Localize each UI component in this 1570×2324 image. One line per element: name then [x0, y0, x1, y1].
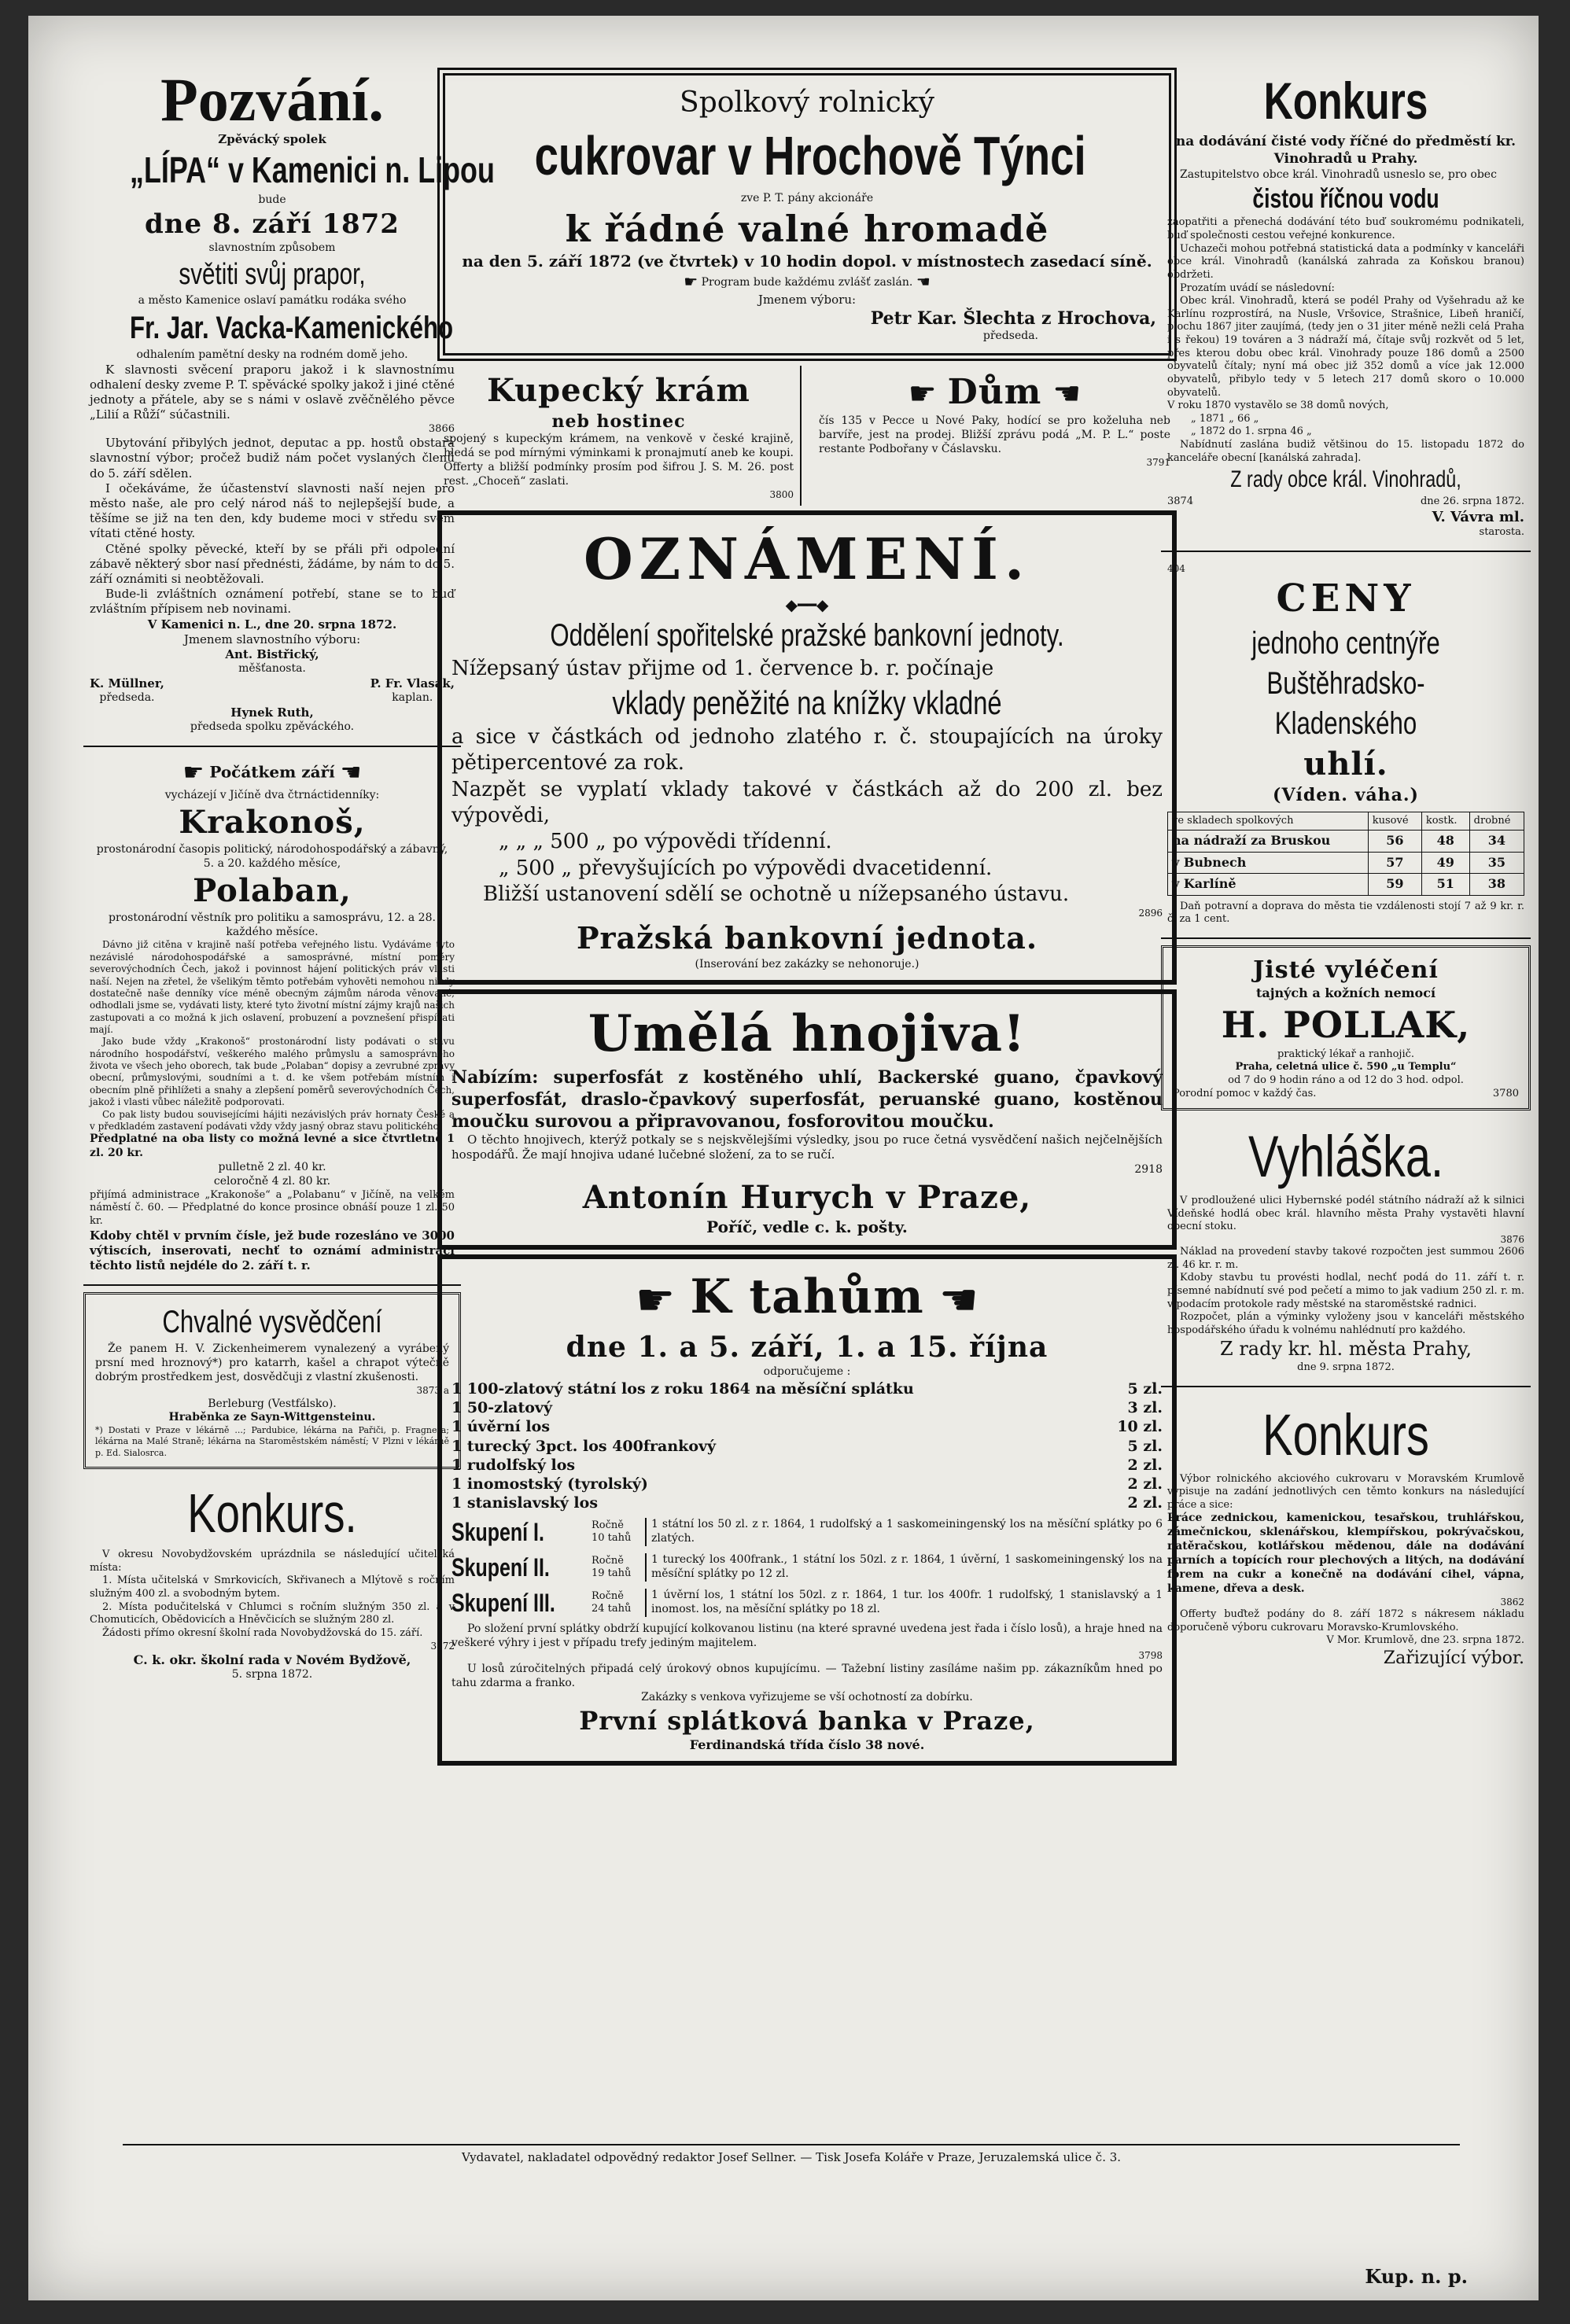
pollak-l4: praktický lékař a ranhojič. — [1277, 1048, 1415, 1060]
krakonos-p2: Jako bude vždy „Krakonoš“ prostonárodní listy podávati o stavu národního hospodářství, veškerého malého průmyslu a samosprávného života ve všech jeho oborech, tak bude „Polaban“ dopisy a zevrubné zprávy obecní, průmyslovými, soudními a t. d. ke všem potřebám místním i obecním plně přihlížeti a snahy a zlepšení poměrů severovýchodních Čech, jakož i vlasti vůbec náležitě podporovati. — [90, 1036, 455, 1108]
page-mark: Kup. n. p. — [1365, 2265, 1468, 2288]
oznameni-p2: vklady peněžité na knížky vkladné — [612, 684, 1002, 722]
oznameni-title: OZNÁMENÍ. — [583, 525, 1031, 593]
price-th: kusové — [1368, 812, 1421, 831]
oznameni-p3: a sice v částkách od jednoho zlatého r. č. stoupajících na úroky pětipercentové za rok. — [451, 725, 1163, 775]
price-table — [1167, 812, 1524, 896]
pozvani-sig1: Ant. Bistřický, — [225, 646, 319, 661]
cukrovar-sig: Petr Kar. Šlechta z Hrochova, — [870, 308, 1156, 329]
dum-title: Dům — [947, 371, 1042, 412]
konkurs-left-sid: 3872 — [430, 1640, 455, 1652]
lot-group-name: Skupení II. — [451, 1552, 550, 1582]
lot-group-desc: 1 státní los 50 zl. z r. 1864, 1 rudolfský a 1 saskomeiningenský los na měsíční splátky po 6 zlatých. — [645, 1518, 1163, 1546]
pozvani-p1: K slavnosti svěcení praporu jakož i k slavnostnímu odhalení desky zveme P. T. spěvácké spolky jakož i jiné ctěné jednoty a přátele, aby se s námi v oslavě zvěčnělého pěvce „Lilií a Růží“ súčastnili. — [90, 362, 455, 422]
pozvani-place: V Kamenici n. L., dne 20. srpna 1872. — [147, 617, 397, 632]
krakonos-pul: pulletně 2 zl. 40 kr. — [218, 1161, 326, 1174]
price-cell: 34 — [1469, 831, 1524, 852]
vyhlaska-date: dne 9. srpna 1872. — [1297, 1361, 1395, 1374]
konkurs-left-p0: V okresu Novobydžovském uprázdnila se následující učitelská místa: — [90, 1549, 455, 1574]
table-row — [1168, 874, 1524, 895]
lot-group — [451, 1552, 1163, 1584]
cukrovar-l6: Program bude každému zvlášť zaslán. — [701, 275, 913, 289]
oznameni-ad: OZNÁMENÍ. ◆━━◆ Oddělení spořitelské pražské bankovní jednoty. Nížepsaný ústav přijme od 1. července b. r. počínaje vklady peněžité na knížky vkladné a sice v částkách od jednoho zlatého r. č. stoupajících na úroky pětipercentové za rok. Nazpět se vyplatí vklady takové v částkách až do 200 zl. bez výpovědi, „ „ „ 500 „ po výpovědi třídenní. „ 500 „ převyšujících po výpovědi dvacetidenní. Bližší ustanovení sdělí se ochotně u nížepsaného ústavu. 2896 Pražská bankovní jednota. (Inserování bez zakázky se nehonoruje.) — [437, 510, 1177, 985]
oznameni-p5: „ „ „ 500 „ po výpovědi třídenní. — [499, 830, 832, 854]
price-th: kostk. — [1421, 812, 1469, 831]
price-cell: 48 — [1421, 831, 1469, 852]
cukrovar-l5: na den 5. září 1872 (ve čtvrtek) v 10 hodin dopol. v místnostech zasedací síně. — [462, 252, 1152, 271]
pozvani-sid: 3866 — [428, 422, 455, 435]
tahum-p1: Po složení první splátky obdrží kupující kolkovanou listinu (na které spravné uvedena jest řada i číslo losů), a hraje hned na veškeré výhry i jest v případu trefy jediným majitelem. — [451, 1622, 1163, 1649]
lot-group — [451, 1516, 1163, 1549]
pollak-l7: Porodní pomoc v každý čas. — [1173, 1087, 1317, 1099]
konkurs-left-title: Konkurs. — [187, 1482, 357, 1544]
price-th: drobné — [1469, 812, 1524, 831]
cukrovar-l2: cukrovar v Hrochově Týnci — [534, 125, 1086, 187]
hnojiva-ad — [437, 989, 1177, 1250]
oznameni-p4: Nazpět se vyplatí vklady takové v částkách až do 200 zl. bez výpovědi, — [451, 777, 1163, 827]
oznameni-sid: 2896 — [1138, 908, 1163, 919]
konkurs-voda-p4: Prozatím uvádí se následovní: — [1180, 282, 1335, 294]
price-cell: 49 — [1421, 852, 1469, 873]
pozvani-sig3t: kaplan. — [392, 691, 433, 705]
pointing-hand-icon: ☚ — [916, 272, 931, 292]
konkurs-voda-p9: Nabídnutí zaslána budiž většinou do 15. listopadu 1872 do kanceláře obecní [kanálská zahrada]. — [1167, 439, 1524, 464]
konkurs-cukrovar-title: Konkurs — [1262, 1401, 1429, 1468]
lot-name: 1 inomostský (tyrolský) — [451, 1475, 648, 1493]
lot-price: 2 zl. — [1127, 1494, 1163, 1512]
tahum-dates: dne 1. a 5. září, 1. a 15. října — [566, 1330, 1049, 1364]
pozvani-sigrow — [90, 676, 455, 705]
konkurs-voda-p3: Uchazeči mohou potřebná statistická data a podmínky v kanceláři obce král. Vinohradů (kanálská zahrada za Koňskou branou) obdržeti. — [1167, 242, 1524, 281]
divider — [83, 746, 461, 747]
konkurs-voda-sig: Z rady obce král. Vinohradů, — [1230, 466, 1461, 493]
pollak-l1: Jisté vyléčení — [1253, 956, 1439, 984]
dum-ad — [813, 366, 1177, 506]
divider — [1161, 937, 1531, 939]
pozvani-ad — [83, 63, 495, 739]
oznameni-p1: Nížepsaný ústav přijme od 1. července b. r. počínaje — [451, 657, 994, 681]
konkurs-voda-ad — [1161, 63, 1531, 544]
lot-price: 5 zl. — [1127, 1437, 1163, 1455]
vyhlaska-p2: Náklad na provedení stavby takové rozpočten jest summou 2606 zl. 46 kr. r. m. — [1167, 1246, 1524, 1271]
cukrovar-ad — [437, 68, 1177, 361]
divider — [1161, 551, 1531, 552]
lot-row — [451, 1437, 1163, 1456]
cukrovar-l7: Jmenem výboru: — [757, 292, 857, 307]
lot-price: 2 zl. — [1127, 1475, 1163, 1493]
konkurs-voda-p2: zaopatřiti a přenechá dodávání této buď soukromému podnikateli, buď společnosti cestou veřejné konkurence. — [1167, 216, 1524, 242]
konkurs-left-sig: C. k. okr. školní rada v Novém Bydžově, — [133, 1652, 411, 1667]
konkurs-voda-big: čistou říčnou vodu — [1252, 183, 1439, 214]
tahum-sig: První splátková banka v Praze, — [579, 1705, 1035, 1736]
tahum-title: K tahům — [690, 1269, 924, 1325]
kupecky-title: Kupecký krám — [487, 371, 750, 409]
lot-row — [451, 1398, 1163, 1417]
lot-name: 1 úvěrní los — [451, 1418, 551, 1436]
divider — [1161, 1386, 1531, 1387]
newspaper-page — [28, 16, 1539, 2300]
chvalne-text: Že panem H. V. Zickenheimerem vynalezený a vyrábený prsní med hroznový*) pro katarrh, kašel a chrapot výtečně dobrým prostředkem jest, dosvědčuji z vlastní zkušenosti. — [95, 1342, 449, 1384]
hnojiva-sid: 2918 — [1134, 1162, 1163, 1176]
cukrovar-l3: zve P. T. pány akcionáře — [740, 191, 874, 204]
lot-name: 1 100-zlatový státní los z roku 1864 na měsíční splátku — [451, 1379, 914, 1398]
lot-group-name: Skupení III. — [451, 1588, 555, 1617]
chvalne-ad — [83, 1292, 461, 1468]
pozvani-sig1t: měšťanosta. — [238, 662, 306, 676]
pozvani-p4: Ctěné spolky pěvecké, kteří by se přáli při odpolední zábavě některý sbor nasí přednésti, žádáme, by nám to do 5. září oznámiti si neobtěžovali. — [90, 541, 455, 586]
lot-group-freq: Ročně 24 tahů — [592, 1589, 632, 1615]
konkurs-voda-p1: Zastupitelstvo obce král. Vinohradů usneslo se, pro obec — [1180, 168, 1497, 181]
konkurs-cukrovar-sid: 3862 — [1500, 1596, 1524, 1608]
konkurs-voda-p8: „ 1872 do 1. srpna 46 „ — [1191, 425, 1312, 438]
pozvani-sig3: P. Fr. Vlasák, — [370, 676, 455, 691]
hnojiva-p1: Nabízím: superfosfát z kostěného uhlí, Backerské guano, čpavkový superfosfát, draslo-čpavkový superfosfát, peruanské guano, kostěnou moučku surovou a připravovanou, fosforovitou moučku. — [451, 1066, 1163, 1133]
krakonos-p5: Kdoby chtěl v prvním čísle, jež bude rozesláno ve 3000 výtiscích, inserovati, nechť to oznámí administraci těchto listů nejdéle do 2. září t. r. — [90, 1228, 455, 1273]
price-cell: 56 — [1368, 831, 1421, 852]
krakonos-head: Počátkem září — [209, 762, 335, 782]
pollak-ad — [1161, 945, 1531, 1110]
vyhlaska-p4: Rozpočet, plán a výminky vyloženy jsou v kanceláři městského hospodářského úřadu k volnému nahlédnutí pro každého. — [1167, 1311, 1524, 1336]
vyhlaska-p3: Kdoby stavbu tu provésti hodlal, nechť podá do 11. září t. r. písemné nabídnutí své pod pečetí a mimo to jak vadium 250 zl. r. m. v podacím protokole rady městské na staroměstské radnici. — [1167, 1272, 1524, 1310]
oznameni-sub: Oddělení spořitelské pražské bankovní jednoty. — [550, 617, 1064, 653]
chvalne-name: Hraběnka ze Sayn-Wittgensteinu. — [168, 1411, 376, 1424]
ceny-note: Daň potravní a doprava do města tie vzdálenosti stojí 7 až 9 kr. r. č. za 1 cent. — [1167, 900, 1524, 926]
konkurs-voda-sid: 3874 — [1167, 495, 1194, 507]
tahum-p2: U losů zúročitelných připadá celý úrokový obnos kupujícímu. — Tažební listiny zasíláme našim pp. zákazníkům hned po tahu zdarma a franko. — [451, 1662, 1163, 1689]
lot-name: 1 turecký 3pct. los 400frankový — [451, 1437, 717, 1455]
dum-text: čís 135 v Pecce u Nové Paky, hodící se pro koželuha neb barvíře, jest na prodej. Bližší zprávu podá „M. P. L.“ poste restante Podbořany v Čáslavsku. — [819, 414, 1170, 456]
cukrovar-sigt: předseda. — [982, 329, 1038, 342]
lot-price: 10 zl. — [1117, 1418, 1163, 1436]
oznameni-note: (Inserování bez zakázky se nehonoruje.) — [695, 958, 920, 971]
krakonos-desc: prostonárodní časopis politický, národohospodářský a zábavný, 5. a 20. každého měsíce, — [96, 842, 448, 870]
price-th: ve skladech spolkových — [1168, 812, 1369, 831]
konkurs-left-p1: 1. Místa učitelská v Smrkovicích, Skřivanech a Mlýtově s ročním služným 400 zl. a svobodným bytem. — [90, 1575, 455, 1600]
tahum-sid: 3798 — [1138, 1650, 1163, 1662]
table-row — [1168, 831, 1524, 852]
cukrovar-l4: k řádné valné hromadě — [565, 207, 1049, 250]
lot-row — [451, 1379, 1163, 1398]
vyhlaska-title: Vyhláška. — [1248, 1124, 1444, 1190]
pozvani-sig2t: předseda. — [99, 691, 155, 705]
chvalne-sid: 3873 a — [416, 1385, 449, 1397]
ceny-uhli: uhlí. — [1303, 746, 1388, 783]
pointing-hand-icon: ☛ — [908, 375, 937, 412]
pozvani-slav: slavnostním způsobem — [208, 241, 336, 255]
lot-row — [451, 1493, 1163, 1512]
ceny-num: 404 — [1167, 562, 1185, 574]
konkurs-cukrovar-p1: Výbor rolnického akciového cukrovaru v Moravském Krumlově vypisuje na zadání jednotlivých cen těmto konkurs na následující práce a sice: — [1167, 1472, 1524, 1511]
polaban-desc: prostonárodní věstník pro politiku a samosprávu, 12. a 28. každého měsíce. — [109, 911, 436, 938]
ceny-viden: (Víden. váha.) — [1273, 785, 1419, 806]
divider — [83, 1284, 461, 1286]
lot-price: 5 zl. — [1127, 1379, 1163, 1398]
pozvani-svetiti: světiti svůj prapor, — [179, 258, 366, 292]
chvalne-note: *) Dostati v Praze v lékárně ...; Pardubice, lékárna na Pařiči, p. Fragnera; lékárna na Malé Straně; lékárna na Staroměstském náměstí; V Plzni v lékárně p. Ed. Sialosrca. — [95, 1425, 449, 1458]
hnojiva-addr: Poříč, vedle c. k. pošty. — [706, 1217, 908, 1236]
tahum-addr: Ferdinandská třída číslo 38 nové. — [689, 1737, 925, 1752]
lot-groups — [451, 1516, 1163, 1619]
krakonos-pred: Předplatné na oba listy co možná levné a sice čtvrtletně 1 zl. 20 kr. — [90, 1133, 455, 1160]
konkurs-voda-name: V. Vávra ml. — [1432, 509, 1524, 526]
pozvani-mesto: a město Kamenice oslaví památku rodáka svého — [138, 293, 407, 307]
vyhlaska-sig: Z rady kr. hl. města Prahy, — [1220, 1338, 1472, 1361]
pozvani-title: Pozvání. — [160, 65, 384, 134]
lot-price: 3 zl. — [1127, 1398, 1163, 1416]
pozvani-sig4: Hynek Ruth, — [230, 705, 314, 720]
pozvani-p2: Ubytování přibylých jednot, deputac a pp. hostů obstará slavnostní výbor; pročež budiž nám počet vyslaných členů do 5. září sdělen. — [90, 436, 455, 481]
lot-name: 1 rudolfský los — [451, 1456, 576, 1474]
konkurs-left-p3: Žádosti přímo okresní školní rada Novobydžovská do 15. září. — [102, 1626, 423, 1639]
pozvani-p3: I očekáváme, že účastenství slavnosti naší nejen pro město naše, ale pro celý národ náš to nejlepšejší bude, a těšíme se již na ten den, kdy budeme moci v středu svém vítati ctěné hosty. — [90, 481, 455, 541]
pozvani-sub: Zpěvácký spolek — [218, 131, 326, 146]
konkurs-voda-p5: Obec král. Vinohradů, která se podél Prahy od Vyšehradu až ke Karlínu rozprostírá, na Nusle, Vršovice, Strašnice, Libeň hraničí, plochu 1867 jiter zaujímá, (tedy jen o 31 jiter méně nežli celá Praha i s řekou) 19 továren a 3 nádraží má, čítaje svůj rozkvět od 5 let, přes kterou dobu obec král. Vinohrady pouze 186 domů a 2500 obyvatelů čítaly; nyní má obec již 352 domů a více jak 12.000 obyvatelů, přibylo tedy v 5 letech 217 domů skoro o 10.000 obyvatelů. — [1167, 295, 1524, 399]
imprint-footer: Vydavatel, nakladatel odpovědný redaktor Josef Sellner. — Tisk Josefa Koláře v Praze, Jeruzalemská ulice č. 3. — [123, 2144, 1460, 2164]
pointing-hand-icon: ☛ — [636, 1274, 676, 1326]
lot-group-desc: 1 úvěrní los, 1 státní los 50zl. z r. 1864, 1 tur. los 400fr. 1 rudolfský, 1 stanislavský a 1 inomost. los, na měsíční splátky po 18 zl. — [645, 1589, 1163, 1617]
konkurs-voda-date: dne 26. srpna 1872. — [1420, 495, 1524, 507]
konkurs-cukrovar-ad — [1161, 1394, 1531, 1674]
price-location: v Karlíně — [1168, 874, 1369, 895]
pointing-hand-icon: ☛ — [182, 759, 205, 787]
pollak-l3: H. POLLAK, — [1221, 1003, 1471, 1046]
pozvani-name: Fr. Jar. Vacka-Kamenického — [130, 310, 454, 345]
pollak-sid: 3780 — [1492, 1087, 1519, 1099]
dum-sid: 3791 — [1146, 456, 1170, 468]
ceny-title: CENY — [1276, 576, 1416, 621]
konkurs-voda-sub: na dodávání čisté vody říčné do předměstí kr. Vinohradů u Prahy. — [1175, 134, 1517, 168]
tahum-ad — [437, 1254, 1177, 1766]
lot-row — [451, 1456, 1163, 1475]
vyhlaska-p1: V prodloužené ulici Hybernské podél státního nádraží až k silnici Vídeňské hodlá obec král. hlavního města Prahy vystavěti hlavní obecní stoku. — [1167, 1194, 1524, 1233]
pollak-l2: tajných a kožních nemocí — [1255, 985, 1436, 1001]
lot-name: 1 50-zlatový — [451, 1398, 553, 1416]
konkurs-left-p2: 2. Místa podučitelská v Chlumci s ročním služným 350 zl. a v Chomuticích, Obědovicích a Hněvčicích se služným 280 zl. — [90, 1600, 455, 1626]
pozvani-sig4t: předseda spolku zpěváckého. — [190, 720, 355, 734]
pozvani-date: dne 8. září 1872 — [145, 208, 400, 240]
chvalne-title: Chvalné vysvědčení — [162, 1305, 382, 1340]
lot-group — [451, 1587, 1163, 1619]
lot-group-freq: Ročně 10 tahů — [592, 1519, 632, 1545]
konkurs-cukrovar-place: V Mor. Krumlově, dne 23. srpna 1872. — [1326, 1634, 1524, 1647]
krakonos-vych: vycházejí v Jičíně dva čtrnáctidenníky: — [164, 788, 380, 801]
hnojiva-sig: Antonín Hurych v Praze, — [582, 1178, 1032, 1216]
price-cell: 59 — [1368, 874, 1421, 895]
kupecky-ad — [437, 366, 802, 506]
pollak-l5: Praha, celetná ulice č. 590 „u Templu“ — [1235, 1061, 1457, 1074]
konkurs-cukrovar-p3: Offerty buďtež podány do 8. září 1872 s nákresem nákladu doporučeně výboru cukrovaru Moravsko-Krumlovského. — [1167, 1608, 1524, 1633]
tahum-p3: Zakázky s venkova vyřizujeme se vší ochotností za dobírku. — [641, 1690, 973, 1703]
lot-price: 2 zl. — [1127, 1456, 1163, 1474]
ceny-ad — [1161, 558, 1531, 931]
oznameni-p7: Bližší ustanovení sdělí se ochotně u nížepsaného ústavu. — [483, 882, 1070, 906]
left-column — [83, 63, 495, 1687]
pointing-hand-icon: ☚ — [340, 759, 362, 787]
pointing-hand-icon: ☚ — [938, 1274, 978, 1326]
polaban-title: Polaban, — [193, 872, 352, 910]
oznameni-p6: „ 500 „ převyšujících po výpovědi dvacetidenní. — [499, 856, 993, 880]
konkurs-cukrovar-sig: Zařizující výbor. — [1383, 1648, 1524, 1669]
pollak-l6: od 7 do 9 hodin ráno a od 12 do 3 hod. odpol. — [1228, 1074, 1464, 1086]
tahum-odpor: odporučujeme : — [763, 1365, 851, 1378]
chvalne-town: Berleburg (Vestfálsko). — [208, 1397, 337, 1410]
cukrovar-l1: Spolkový rolnický — [680, 87, 934, 119]
lot-name: 1 stanislavský los — [451, 1494, 599, 1512]
krakonos-ad — [83, 753, 461, 1278]
price-cell: 51 — [1421, 874, 1469, 895]
lot-group-name: Skupení I. — [451, 1517, 544, 1546]
konkurs-voda-namet: starosta. — [1479, 526, 1524, 539]
table-row — [1168, 852, 1524, 873]
pozvani-odhal: odhalením pamětní desky na rodném domě jeho. — [136, 348, 408, 361]
price-cell: 35 — [1469, 852, 1524, 873]
pointing-hand-icon: ☛ — [684, 272, 698, 292]
lot-group-desc: 1 turecký los 400frank., 1 státní los 50zl. z r. 1864, 1 úvěrní, 1 saskomeiningenský los na měsíční splátky po 12 zl. — [645, 1553, 1163, 1582]
pozvani-p5: Bude-li zvláštních oznámení potřebí, stane se to buď zvláštním přípisem neb novinami. — [90, 587, 455, 617]
pozvani-sig2: K. Müllner, — [90, 676, 164, 691]
pozvani-jmenem: Jmenem slavnostního výboru: — [183, 632, 361, 646]
lot-row — [451, 1475, 1163, 1493]
small-ads-row — [437, 366, 1177, 506]
hnojiva-p2: O těchto hnojivech, kterýž potkaly se s nejskvělejšími výsledky, jsou po ruce četná vysvědčení našich nejčelnějších hospodářů. Že mají hnojiva udané lučebné složení, za to se ručí. — [451, 1133, 1163, 1162]
konkurs-voda-p6: V roku 1870 vystavělo se 38 domů nových, — [1167, 400, 1389, 412]
ceny-sub: jednoho centnýře Buštěhradsko-Kladenského — [1251, 625, 1440, 742]
konkurs-cukrovar-p2: Práce zednickou, kamenickou, tesařskou, truhlářskou, zámečnickou, sklenářskou, klempířskou, pokrývačskou, natěračskou, kotlářskou mědenou, dále na dodávání parních a topících rour plechových a litých, na dodávání forem na cukr a konečně na dodávání cihel, vápna, kamene, dřeva a desk. — [1167, 1512, 1524, 1595]
right-column — [1161, 63, 1531, 1674]
konkurs-left-date: 5. srpna 1872. — [231, 1668, 313, 1681]
lot-list — [451, 1379, 1163, 1513]
vyhlaska-ad — [1161, 1115, 1531, 1379]
krakonos-title: Krakonoš, — [179, 804, 366, 842]
price-cell: 38 — [1469, 874, 1524, 895]
konkurs-voda-title: Konkurs — [1263, 72, 1428, 130]
kupecky-text: spojený s kupeckým krámem, na venkově v české krajině, hledá se pod mírnými výminkami k pronajmutí aneb ke koupi. Offerty a bližší podmínky prosím pod šifrou J. S. M. 26. post rest. „Choceň“ zaslati. — [444, 433, 794, 488]
hnojiva-title: Umělá hnojiva! — [588, 1004, 1026, 1063]
oznameni-sig: Pražská bankovní jednota. — [576, 920, 1038, 956]
krakonos-p1: Dávno již citěna v krajině naší potřeba veřejného listu. Vydáváme tyto nezávislé národohospodářské a samosprávné, místní poměry severovýchodních Čech, jakož i povinnost hájení politických práv vlasti naší. Nejen na zřetel, že všelikým těmto potřebám vyhověti nemohou nikdy dostatečně naše denníky více méně obecným zájmům národa věnované, odhodlali jsme se, vydávati listy, které tyto životní místní zájmy krajů našich zastupovati a co možná k jich oslavení, probuzení a povznešení přispívati mají. — [90, 939, 455, 1035]
price-location: v Bubnech — [1168, 852, 1369, 873]
pozvani-spolek: „LÍPA“ v Kamenici n. Lipou — [130, 149, 495, 191]
krakonos-cel: celoročně 4 zl. 80 kr. — [213, 1174, 331, 1188]
pointing-hand-icon: ☚ — [1052, 375, 1082, 412]
kupecky-sub: neb hostinec — [551, 411, 686, 433]
price-location: na nádraží za Bruskou — [1168, 831, 1369, 852]
price-cell: 57 — [1368, 852, 1421, 873]
pozvani-bude: bude — [258, 193, 286, 206]
lot-row — [451, 1417, 1163, 1436]
konkurs-left-ad — [83, 1474, 461, 1688]
krakonos-p3: Co pak listy budou souvisejícími hájiti nezávislých práv hornaty České a v předkladém zastavení podávati vždy vždy jasný obraz stavu politického. — [90, 1108, 455, 1132]
vyhlaska-sid: 3876 — [1500, 1233, 1524, 1245]
krakonos-p4: přijímá administrace „Krakonoše“ a „Polabanu“ v Jičíně, na velkém náměstí č. 60. — Předplatné do konce prosince obnáší pouze 1 zl. 50 kr. — [90, 1188, 455, 1228]
lot-group-freq: Ročně 19 tahů — [592, 1554, 632, 1580]
kupecky-sid: 3800 — [769, 488, 794, 500]
middle-column — [437, 63, 1177, 1770]
konkurs-voda-p7: „ 1871 „ 66 „ — [1191, 412, 1259, 425]
